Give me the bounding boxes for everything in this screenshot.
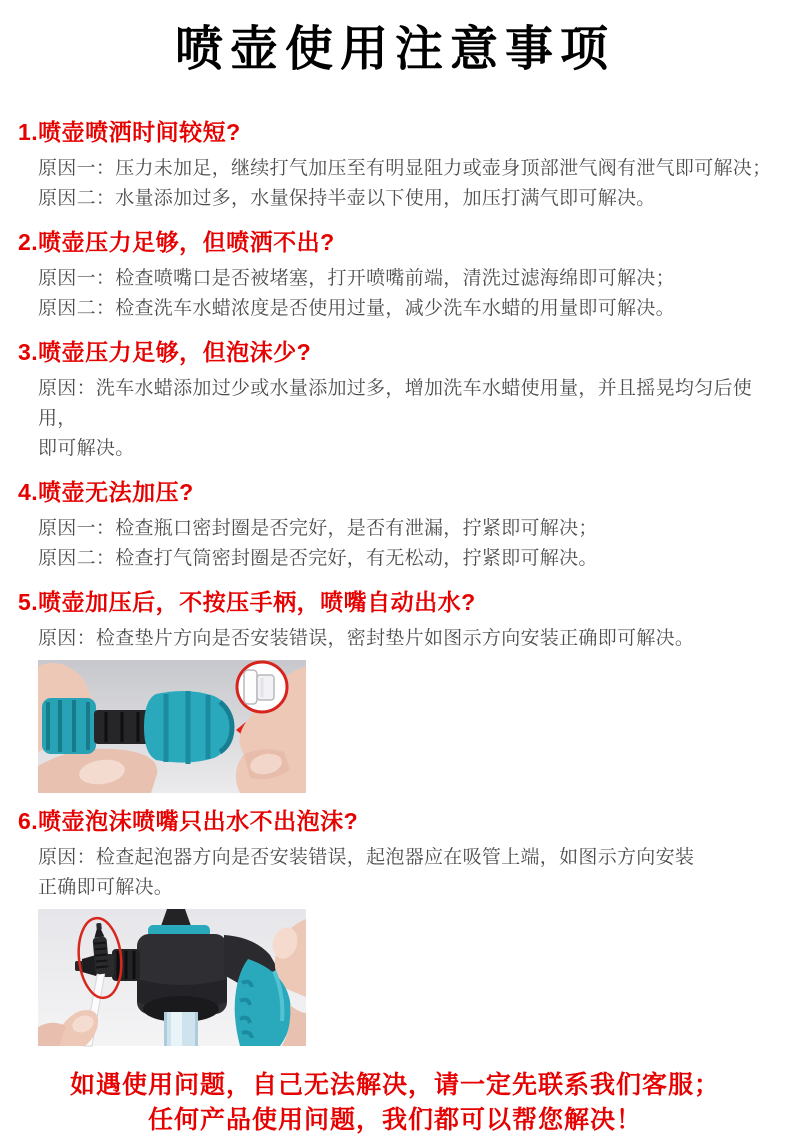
- reason-line: 原因一：检查瓶口密封圈是否完好，是否有泄漏，拧紧即可解决；: [38, 518, 598, 540]
- reason-line: 原因：洗车水蜡添加过少或水量添加过多，增加洗车水蜡使用量，并且摇晃均匀后使用，: [38, 378, 753, 430]
- reason-line: 正确即可解决。: [38, 877, 174, 899]
- reason-line: 原因二：水量添加过多，水量保持半壶以下使用，加压打满气即可解决。: [38, 188, 656, 210]
- reason-line: 原因二：检查洗车水蜡浓度是否使用过量，减少洗车水蜡的用量即可解决。: [38, 298, 675, 320]
- dip-tube: [164, 1012, 198, 1046]
- footer-note: [18, 1068, 772, 1138]
- section-5: [18, 587, 772, 793]
- section-2: [18, 227, 772, 324]
- gasket-install-photo: [38, 660, 306, 793]
- question-heading-6: 6.喷壶泡沫喷嘴只出水不出泡沫?: [18, 808, 359, 835]
- reason-line: 原因二：检查打气筒密封圈是否完好，有无松动，拧紧即可解决。: [38, 548, 598, 570]
- section-1: [18, 117, 772, 214]
- section-6: [18, 806, 772, 1046]
- footer-line-2: 任何产品使用问题，我们都可以帮您解决！: [147, 1106, 642, 1135]
- question-heading-2: 2.喷壶压力足够，但喷洒不出?: [18, 229, 335, 256]
- question-heading-3: 3.喷壶压力足够，但泡沫少?: [18, 339, 312, 366]
- reason-line: 原因：检查垫片方向是否安装错误，密封垫片如图示方向安装正确即可解决。: [38, 628, 695, 650]
- reason-line: 原因一：检查喷嘴口是否被堵塞，打开喷嘴前端，清洗过滤海绵即可解决；: [38, 268, 675, 290]
- footer-line-1: 如遇使用问题，自己无法解决，请一定先联系我们客服；: [69, 1071, 720, 1100]
- section-4: [18, 477, 772, 574]
- reason-line: 即可解决。: [38, 438, 135, 460]
- page-title: 喷壶使用注意事项: [174, 23, 615, 76]
- gasket-inset-badge: [237, 662, 287, 712]
- reason-line: 原因一：压力未加足，继续打气加压至有明显阻力或壶身顶部泄气阀有泄气即可解决；: [38, 158, 772, 180]
- reason-line: 原因：检查起泡器方向是否安装错误，起泡器应在吸管上端，如图示方向安装: [38, 847, 695, 869]
- question-heading-5: 5.喷壶加压后，不按压手柄，喷嘴自动出水?: [18, 589, 476, 616]
- foamer-install-photo: [38, 909, 306, 1046]
- question-heading-4: 4.喷壶无法加压?: [18, 479, 194, 506]
- section-3: [18, 337, 772, 464]
- question-heading-1: 1.喷壶喷洒时间较短?: [18, 119, 241, 146]
